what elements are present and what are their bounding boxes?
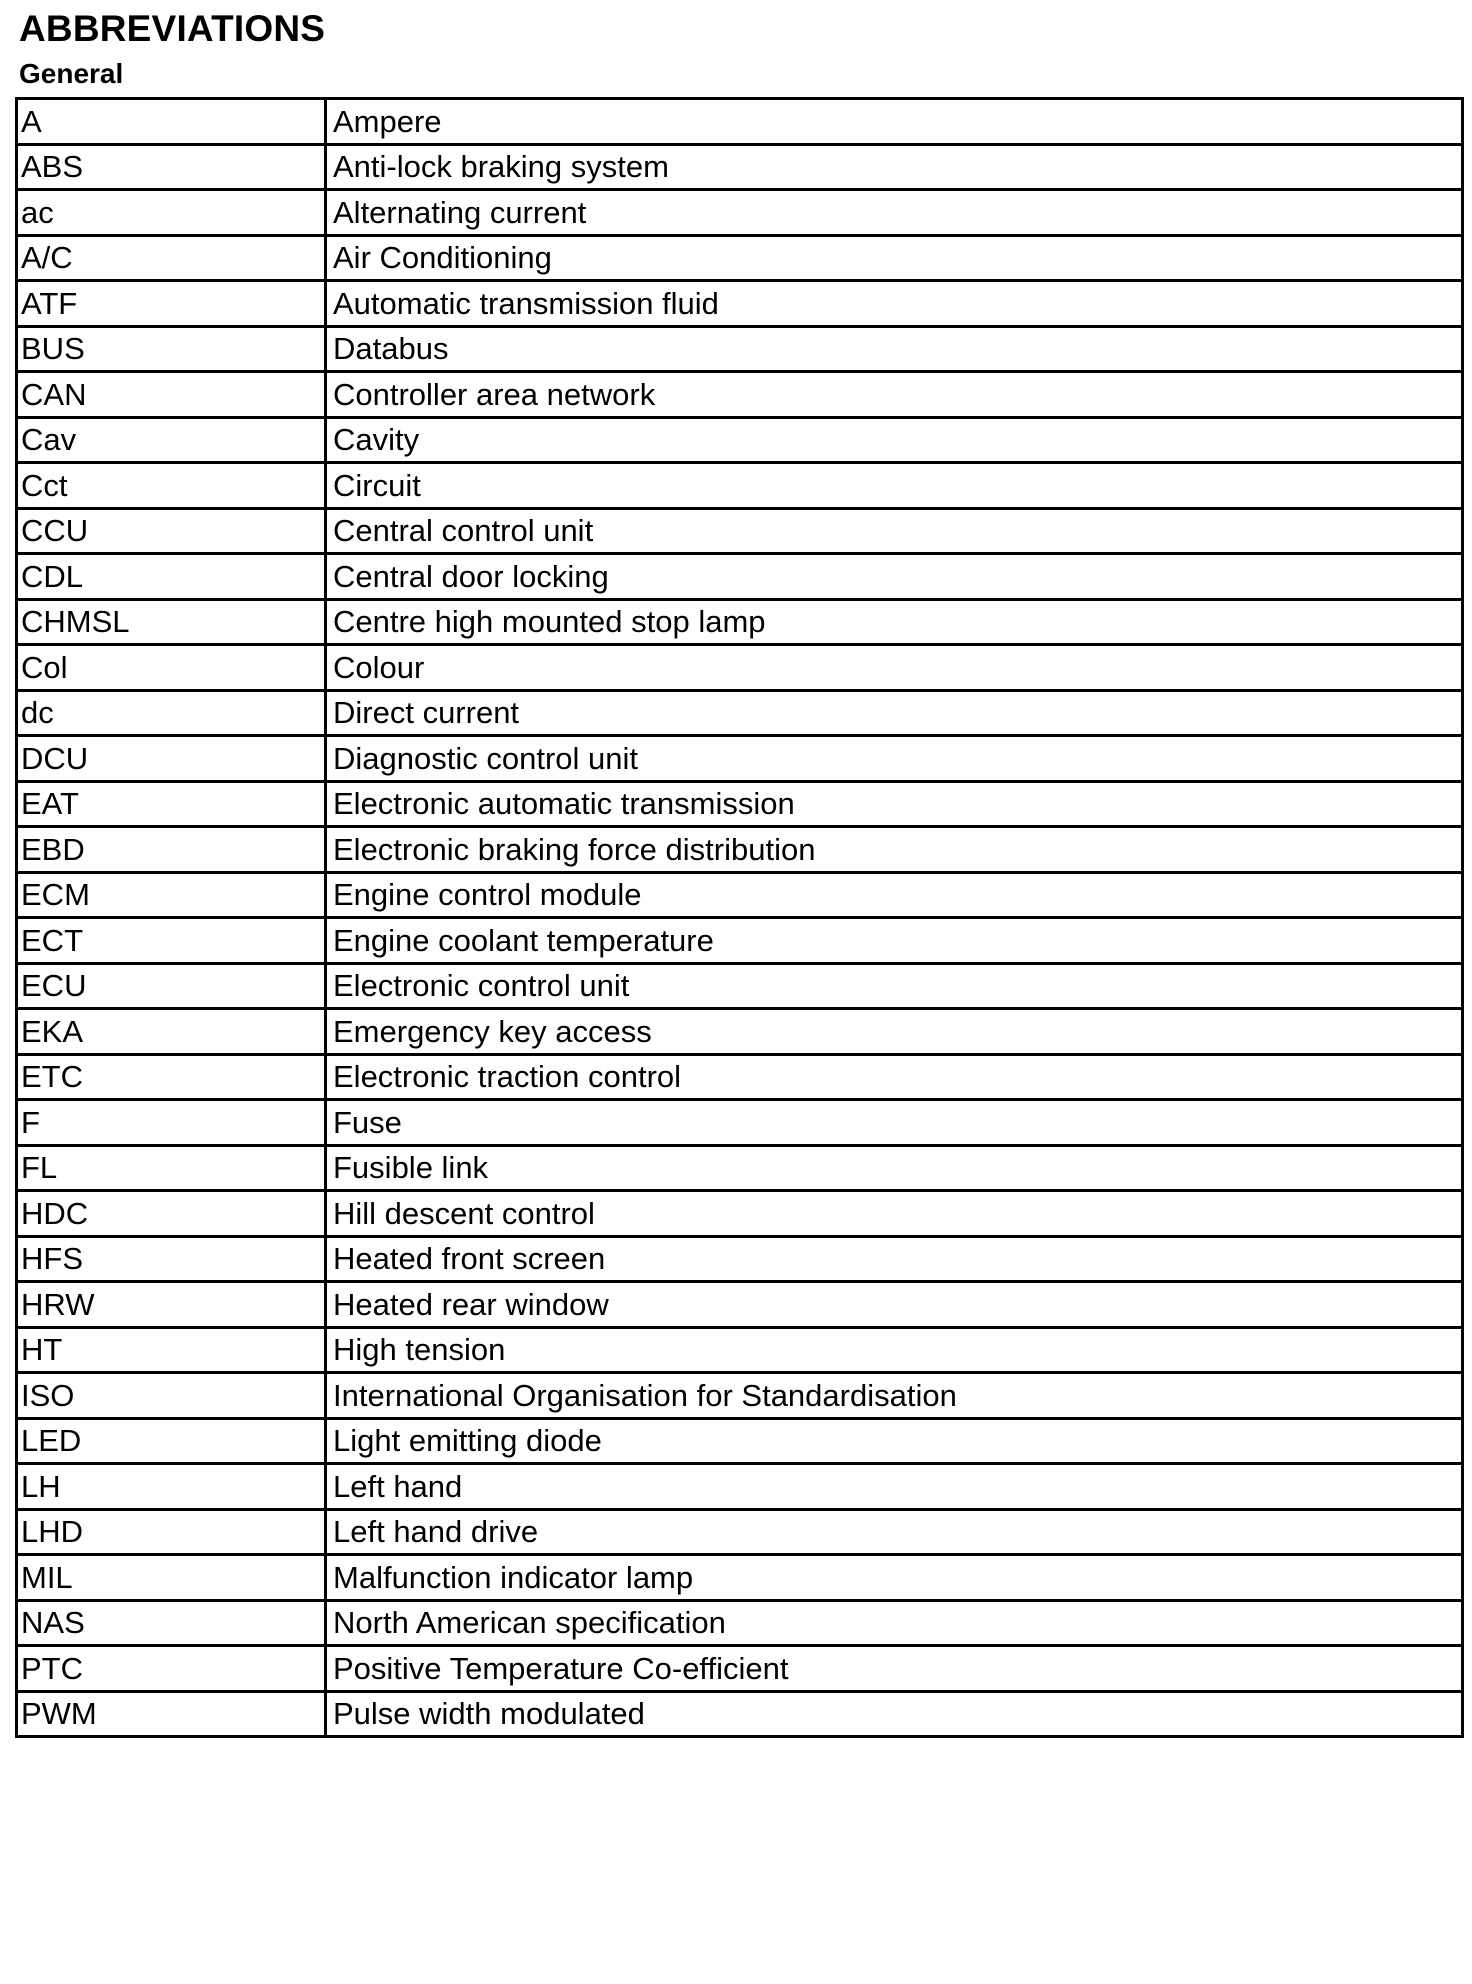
table-row [17, 1691, 1463, 1737]
definition-cell: Automatic transmission fluid [326, 281, 1463, 327]
definition-cell: Fuse [326, 1100, 1463, 1146]
table-row [17, 1646, 1463, 1692]
definition-cell: Diagnostic control unit [326, 736, 1463, 782]
table-row [17, 417, 1463, 463]
definition-cell: Controller area network [326, 372, 1463, 418]
definition-cell: Anti-lock braking system [326, 144, 1463, 190]
abbreviation-cell: ISO [17, 1373, 326, 1419]
abbreviation-cell: BUS [17, 326, 326, 372]
abbreviation-cell: LH [17, 1464, 326, 1510]
table-row [17, 235, 1463, 281]
abbreviation-cell: HDC [17, 1191, 326, 1237]
definition-cell: Central control unit [326, 508, 1463, 554]
abbreviation-cell: ECU [17, 963, 326, 1009]
table-row [17, 281, 1463, 327]
table-row [17, 1054, 1463, 1100]
definition-cell: Colour [326, 645, 1463, 691]
definition-cell: Direct current [326, 690, 1463, 736]
definition-cell: Left hand drive [326, 1509, 1463, 1555]
abbreviation-cell: ECM [17, 872, 326, 918]
definition-cell: International Organisation for Standardisation [326, 1373, 1463, 1419]
table-row [17, 1236, 1463, 1282]
definition-cell: Hill descent control [326, 1191, 1463, 1237]
table-row [17, 144, 1463, 190]
table-row [17, 690, 1463, 736]
table-row [17, 599, 1463, 645]
table-row [17, 918, 1463, 964]
definition-cell: Electronic traction control [326, 1054, 1463, 1100]
table-row [17, 1191, 1463, 1237]
definition-cell: Electronic automatic transmission [326, 781, 1463, 827]
table-row [17, 99, 1463, 145]
table-row [17, 1100, 1463, 1146]
page-title: ABBREVIATIONS [19, 8, 326, 49]
table-row [17, 190, 1463, 236]
abbreviation-cell: LHD [17, 1509, 326, 1555]
table-row [17, 1418, 1463, 1464]
abbreviation-cell: PTC [17, 1646, 326, 1692]
abbreviation-cell: CAN [17, 372, 326, 418]
table-row [17, 1145, 1463, 1191]
table-row [17, 1282, 1463, 1328]
table-row [17, 736, 1463, 782]
abbreviation-cell: Col [17, 645, 326, 691]
definition-cell: Electronic control unit [326, 963, 1463, 1009]
definition-cell: Engine coolant temperature [326, 918, 1463, 964]
table-row [17, 1373, 1463, 1419]
abbreviation-cell: ABS [17, 144, 326, 190]
abbreviation-cell: EAT [17, 781, 326, 827]
abbreviation-cell: NAS [17, 1600, 326, 1646]
table-row [17, 1555, 1463, 1601]
abbreviation-cell: EKA [17, 1009, 326, 1055]
table-row [17, 1327, 1463, 1373]
definition-cell: Heated rear window [326, 1282, 1463, 1328]
definition-cell: Engine control module [326, 872, 1463, 918]
definition-cell: Centre high mounted stop lamp [326, 599, 1463, 645]
definition-cell: High tension [326, 1327, 1463, 1373]
definition-cell: Databus [326, 326, 1463, 372]
abbreviation-cell: F [17, 1100, 326, 1146]
table-row [17, 326, 1463, 372]
table-row [17, 872, 1463, 918]
definition-cell: Light emitting diode [326, 1418, 1463, 1464]
section-heading: General [19, 58, 124, 89]
abbreviation-cell: A [17, 99, 326, 145]
table-row [17, 554, 1463, 600]
definition-cell: Cavity [326, 417, 1463, 463]
definition-cell: Circuit [326, 463, 1463, 509]
table-row [17, 781, 1463, 827]
abbreviation-cell: HRW [17, 1282, 326, 1328]
table-row [17, 827, 1463, 873]
table-row [17, 1009, 1463, 1055]
definition-cell: Central door locking [326, 554, 1463, 600]
abbreviation-cell: ATF [17, 281, 326, 327]
table-row [17, 508, 1463, 554]
table-row [17, 1464, 1463, 1510]
abbreviation-cell: HFS [17, 1236, 326, 1282]
abbreviation-cell: LED [17, 1418, 326, 1464]
definition-cell: Air Conditioning [326, 235, 1463, 281]
table-row [17, 963, 1463, 1009]
definition-cell: Alternating current [326, 190, 1463, 236]
abbreviation-cell: HT [17, 1327, 326, 1373]
definition-cell: Malfunction indicator lamp [326, 1555, 1463, 1601]
abbreviation-cell: dc [17, 690, 326, 736]
abbreviation-cell: CCU [17, 508, 326, 554]
table-row [17, 372, 1463, 418]
definition-cell: Pulse width modulated [326, 1691, 1463, 1737]
abbreviation-cell: ETC [17, 1054, 326, 1100]
definition-cell: Emergency key access [326, 1009, 1463, 1055]
abbreviation-cell: PWM [17, 1691, 326, 1737]
abbreviation-cell: FL [17, 1145, 326, 1191]
table-row [17, 1600, 1463, 1646]
abbreviation-cell: Cav [17, 417, 326, 463]
definition-cell: North American specification [326, 1600, 1463, 1646]
abbreviation-cell: ECT [17, 918, 326, 964]
definition-cell: Left hand [326, 1464, 1463, 1510]
abbreviation-cell: ac [17, 190, 326, 236]
abbreviation-cell: EBD [17, 827, 326, 873]
abbreviation-cell: CDL [17, 554, 326, 600]
table-row [17, 463, 1463, 509]
definition-cell: Ampere [326, 99, 1463, 145]
abbreviation-cell: CHMSL [17, 599, 326, 645]
definition-cell: Positive Temperature Co-efficient [326, 1646, 1463, 1692]
definition-cell: Fusible link [326, 1145, 1463, 1191]
definition-cell: Electronic braking force distribution [326, 827, 1463, 873]
abbreviation-cell: Cct [17, 463, 326, 509]
table-row [17, 1509, 1463, 1555]
abbreviation-cell: MIL [17, 1555, 326, 1601]
abbreviation-cell: DCU [17, 736, 326, 782]
abbreviation-cell: A/C [17, 235, 326, 281]
table-row [17, 645, 1463, 691]
definition-cell: Heated front screen [326, 1236, 1463, 1282]
abbreviations-table-body [17, 99, 1463, 1737]
abbreviations-table [15, 97, 1464, 1738]
